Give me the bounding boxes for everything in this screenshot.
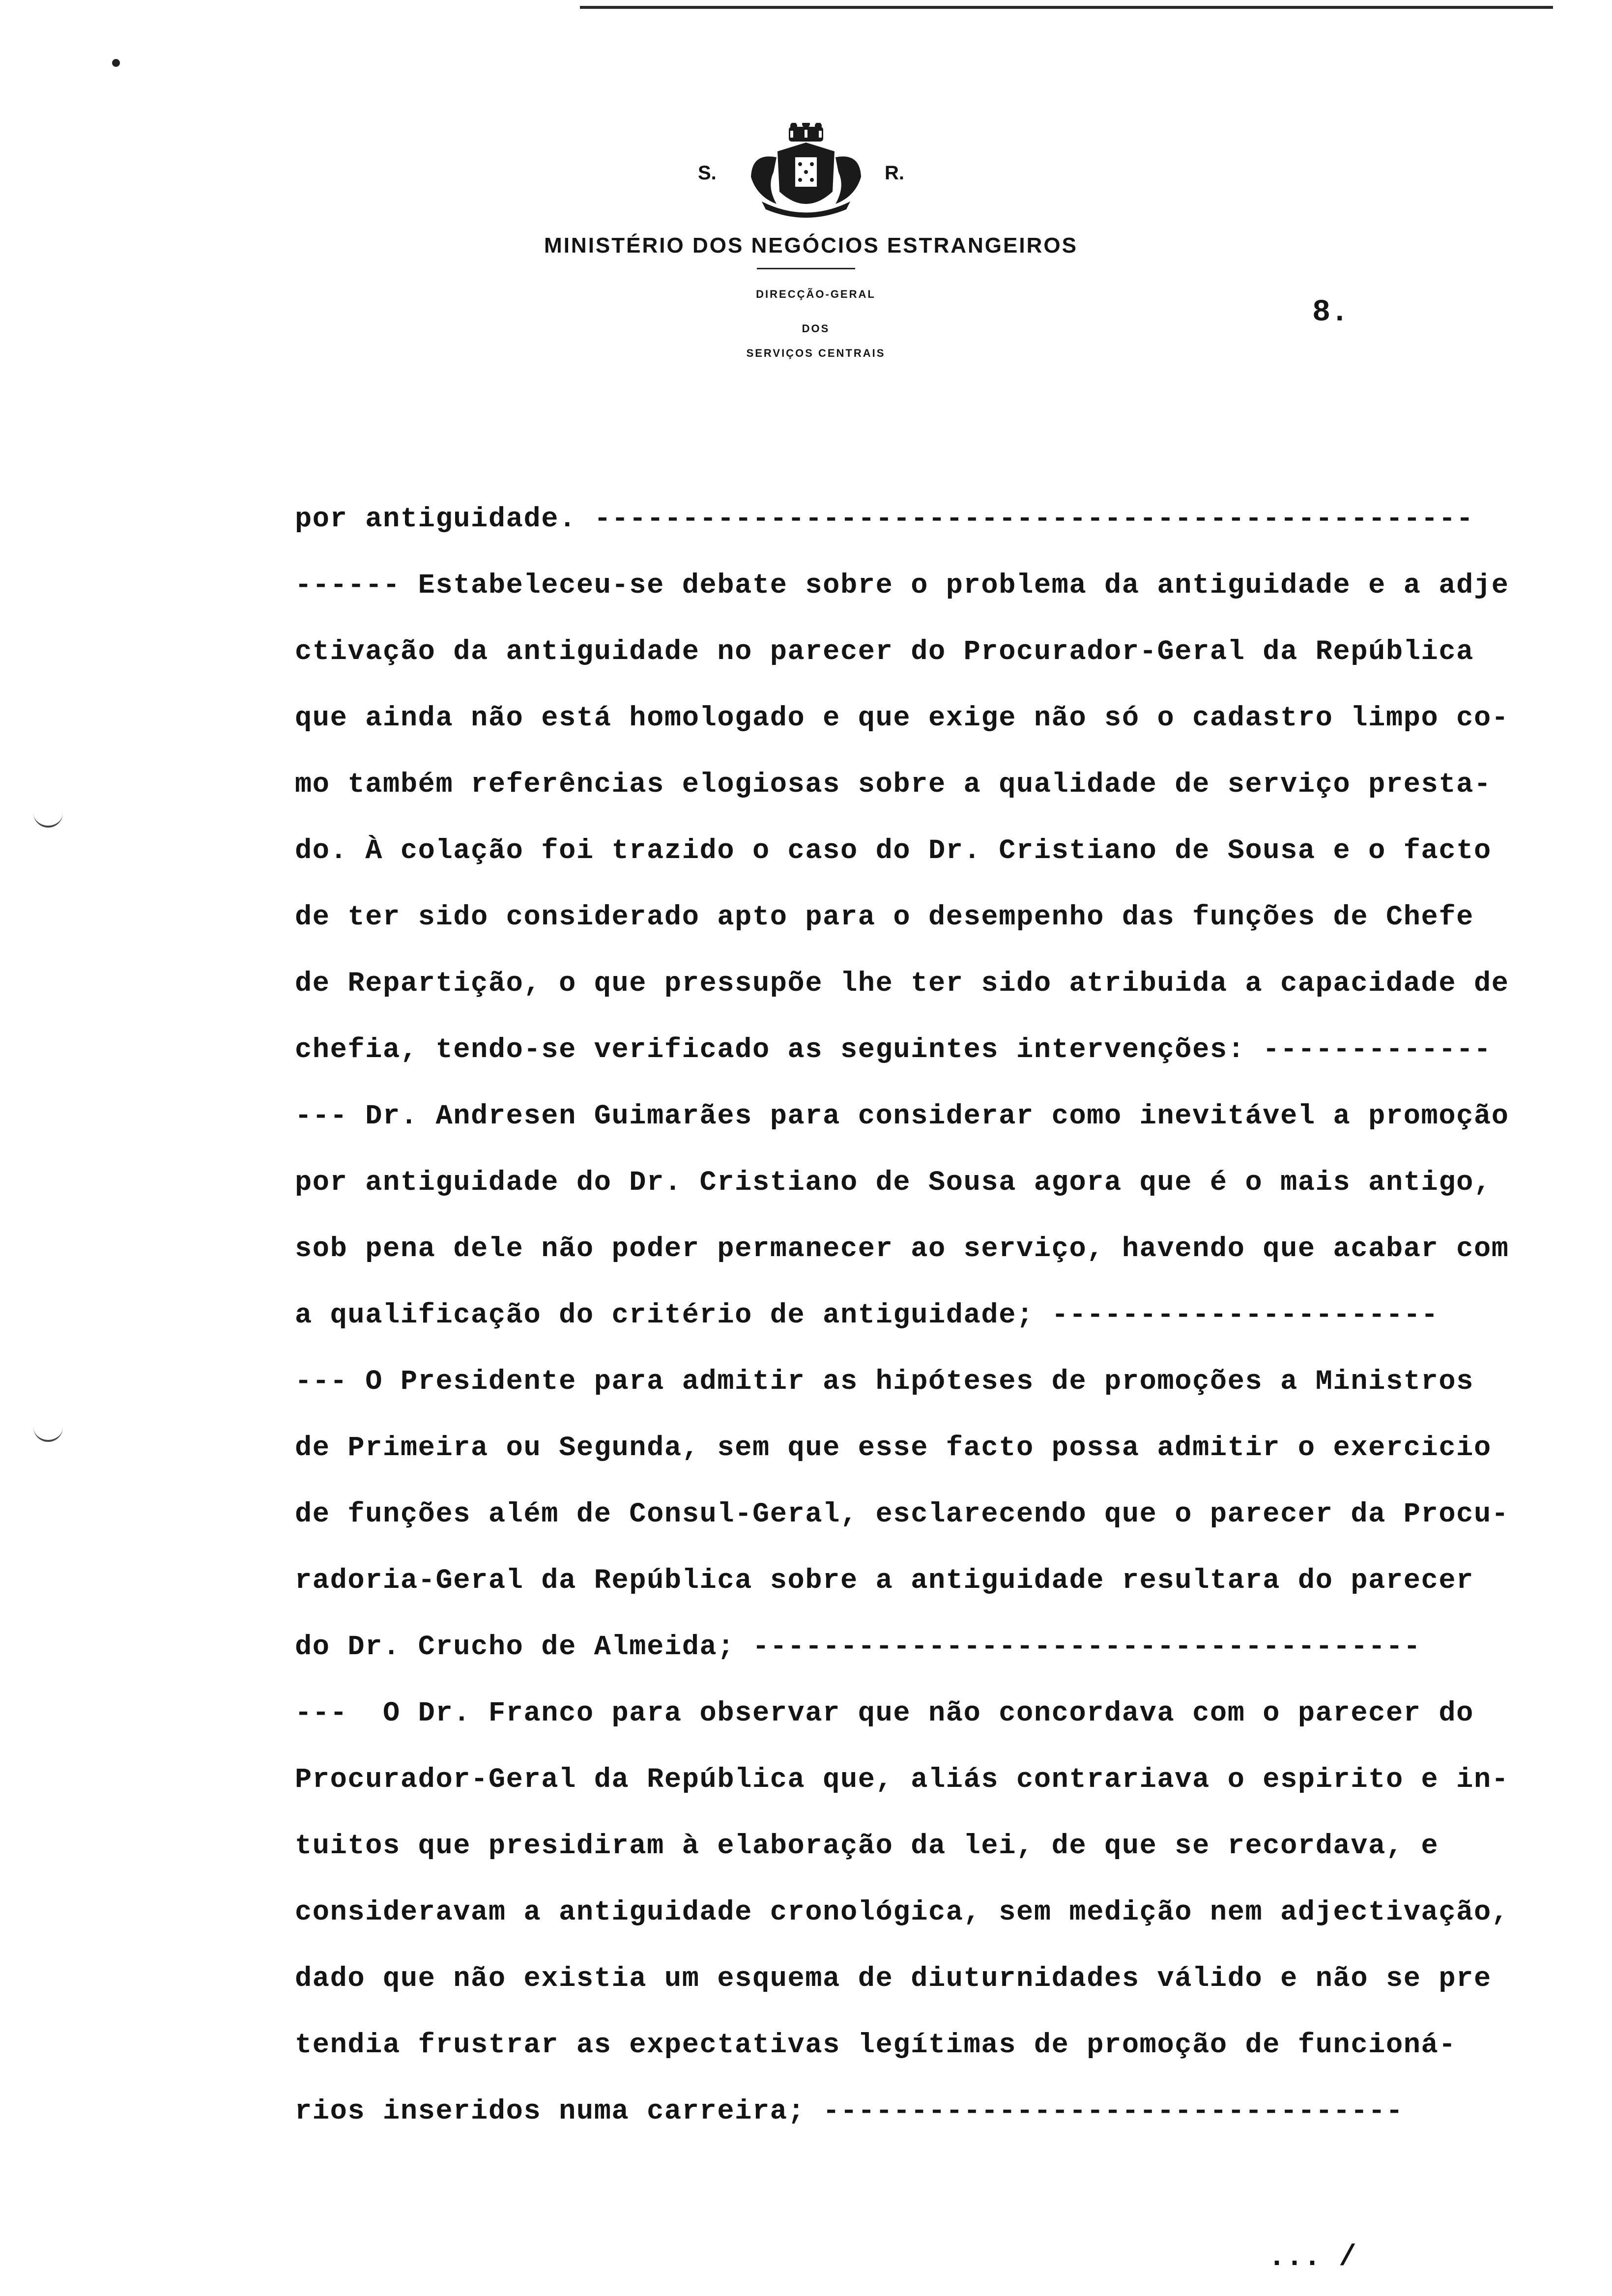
- body-line: ctivação da antiguidade no parecer do Procurador-Geral da República: [295, 636, 1474, 668]
- body-line: --- Dr. Andresen Guimarães para considerar como inevitável a promoção: [295, 1101, 1509, 1132]
- top-rule: [580, 6, 1553, 9]
- body-line: tendia frustrar as expectativas legítimas de promoção de funcioná-: [295, 2030, 1457, 2061]
- body-line: de ter sido considerado apto para o desempenho das funções de Chefe: [295, 902, 1474, 933]
- document-body: [295, 487, 1548, 2145]
- body-line: --- O Presidente para admitir as hipóteses de promoções a Ministros: [295, 1366, 1474, 1398]
- body-line: sob pena dele não poder permanecer ao serviço, havendo que acabar com: [295, 1234, 1509, 1265]
- seal-row: [688, 123, 924, 221]
- seal-left-letter: S.: [698, 162, 717, 184]
- body-line: dado que não existia um esquema de diuturnidades válido e não se pre: [295, 1963, 1492, 1995]
- body-line: do Dr. Crucho de Almeida; --------------------------------------: [295, 1632, 1421, 1663]
- letterhead: [0, 123, 1612, 369]
- margin-mark-lower: [33, 1420, 63, 1442]
- body-line: de Repartição, o que pressupõe lhe ter sido atribuida a capacidade de: [295, 968, 1509, 1000]
- body-line: --- O Dr. Franco para observar que não concordava com o parecer do: [295, 1698, 1474, 1729]
- body-line: chefia, tendo-se verificado as seguintes intervenções: -------------: [295, 1034, 1492, 1066]
- ministry-title: MINISTÉRIO DOS NEGÓCIOS ESTRANGEIROS: [544, 233, 1078, 258]
- page-number: 8.: [1312, 295, 1349, 330]
- body-line: consideravam a antiguidade cronológica, sem medição nem adjectivação,: [295, 1897, 1509, 1928]
- body-line: do. À colação foi trazido o caso do Dr. Cristiano de Sousa e o facto: [295, 835, 1492, 867]
- body-line: por antiguidade do Dr. Cristiano de Sousa agora que é o mais antigo,: [295, 1167, 1492, 1199]
- seal-right-letter: R.: [885, 162, 904, 184]
- ministry-underline: [757, 268, 855, 269]
- direccao-line-3: SERVIÇOS CENTRAIS: [746, 347, 886, 359]
- body-line: ------ Estabeleceu-se debate sobre o problema da antiguidade e a adje: [295, 570, 1509, 602]
- body-line: mo também referências elogiosas sobre a qualidade de serviço presta-: [295, 769, 1492, 801]
- body-line: radoria-Geral da República sobre a antiguidade resultara do parecer: [295, 1565, 1474, 1597]
- continuation-mark: ... /: [1268, 2241, 1357, 2274]
- body-line: tuitos que presidiram à elaboração da lei, de que se recordava, e: [295, 1831, 1439, 1862]
- body-line: por antiguidade. --------------------------------------------------: [295, 504, 1474, 535]
- body-line: de funções além de Consul-Geral, esclarecendo que o parecer da Procu-: [295, 1499, 1509, 1530]
- body-line: que ainda não está homologado e que exige não só o cadastro limpo co-: [295, 703, 1509, 734]
- body-line: rios inseridos numa carreira; ---------------------------------: [295, 2096, 1404, 2127]
- margin-mark-upper: [33, 806, 63, 828]
- coat-of-arms-icon: [742, 123, 870, 221]
- body-line: Procurador-Geral da República que, aliás contrariava o espirito e in-: [295, 1764, 1509, 1796]
- direccao-line-1: DIRECÇÃO-GERAL: [756, 288, 876, 300]
- body-line: a qualificação do critério de antiguidade; ----------------------: [295, 1300, 1439, 1331]
- body-line: de Primeira ou Segunda, sem que esse facto possa admitir o exercicio: [295, 1433, 1492, 1464]
- margin-dot: [112, 59, 120, 67]
- direccao-line-2: DOS: [802, 322, 830, 335]
